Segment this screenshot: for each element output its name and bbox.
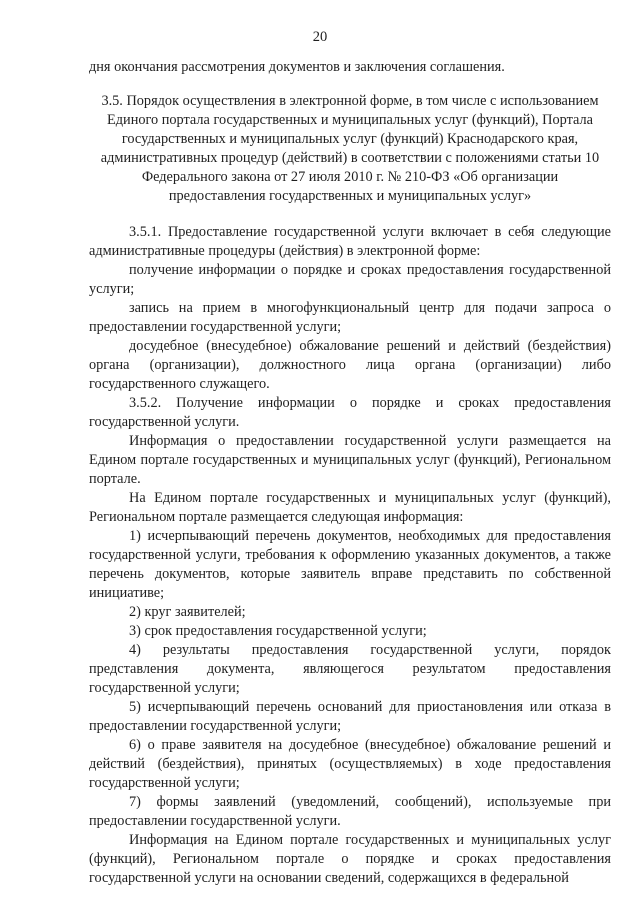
list-item-3: 3) срок предоставления государственной услуги; (129, 623, 427, 639)
section-heading: 3.5. Порядок осуществления в электронной форме, в том числе с использованием Единого портала государственных и муниципальных услуг (функций), Портала государственных и муниципальных услуг (функций) Краснодарского края, административных процедур (действий) в соответствии с положениями статьи 10 Федерального закона от 27 июля 2010 г. № 210-ФЗ «Об организации предоставления государственных и муниципальных услуг» (100, 93, 600, 204)
paragraph-continuation: дня окончания рассмотрения документов и заключения соглашения. (89, 59, 505, 75)
list-item-2: 2) круг заявителей; (129, 604, 246, 620)
procedure-item-2: запись на прием в многофункциональный центр для подачи запроса о предоставлении государственной услуги; (89, 300, 611, 335)
list-item-1: 1) исчерпывающий перечень документов, необходимых для предоставления государственной услуги, требования к оформлению указанных документов, а также перечень документов, которые заявитель вправе представить по собственной инициативе; (89, 528, 611, 601)
paragraph-3-5-2: 3.5.2. Получение информации о порядке и сроках предоставления государственной услуги. (89, 395, 611, 430)
list-item-7: 7) формы заявлений (уведомлений, сообщений), используемые при предоставлении государственной услуги. (89, 794, 611, 829)
paragraph-info-placement: Информация о предоставлении государственной услуги размещается на Едином портале государственных и муниципальных услуг (функций), Региональном портале. (89, 433, 611, 487)
procedure-item-3: досудебное (внесудебное) обжалование решений и действий (бездействия) органа (организации), должностного лица органа (организации) либо государственного служащего. (89, 338, 611, 392)
page-number: 20 (312, 29, 328, 45)
paragraph-final: Информация на Едином портале государственных и муниципальных услуг (функций), Региональном портале о порядке и сроках предоставления государственной услуги на основании сведений, содержащихся в федеральной (89, 832, 611, 886)
paragraph-info-list-intro: На Едином портале государственных и муниципальных услуг (функций), Региональном портале размещается следующая информация: (89, 490, 611, 525)
list-item-5: 5) исчерпывающий перечень оснований для приостановления или отказа в предоставлении государственной услуги; (89, 699, 611, 734)
list-item-6: 6) о праве заявителя на досудебное (внесудебное) обжалование решений и действий (бездействия), принятых (осуществляемых) в ходе предоставления государственной услуги; (89, 737, 611, 791)
procedure-item-1: получение информации о порядке и сроках предоставления государственной услуги; (89, 262, 611, 297)
paragraph-3-5-1: 3.5.1. Предоставление государственной услуги включает в себя следующие административные процедуры (действия) в электронной форме: (89, 224, 611, 259)
page-body (89, 58, 611, 888)
list-item-4: 4) результаты предоставления государственной услуги, порядок представления документа, являющегося результатом предоставления государственной услуги; (89, 642, 611, 696)
